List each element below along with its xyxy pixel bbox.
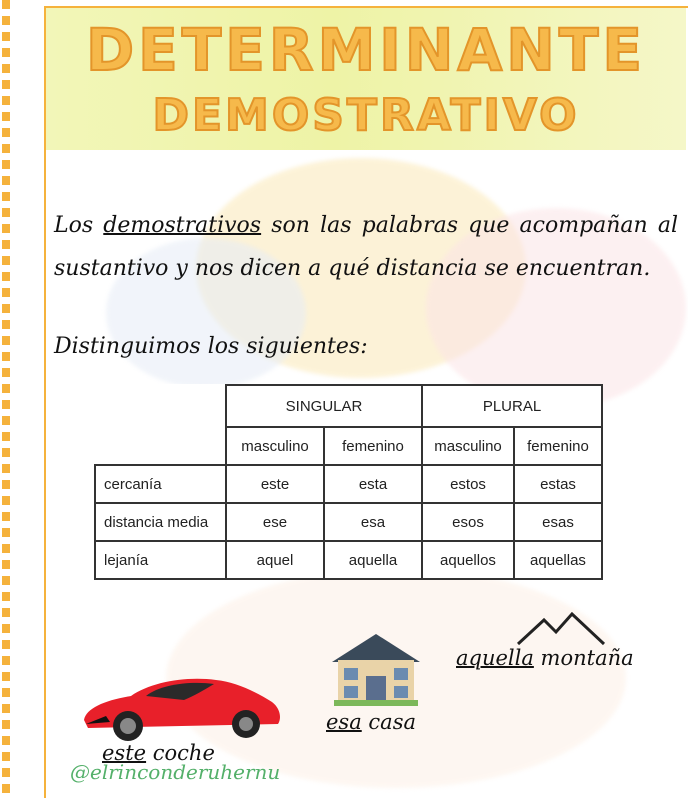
row-label: lejanía [95,541,226,579]
caption-car-noun: coche [146,741,215,765]
dashed-margin [2,0,10,800]
caption-house-noun: casa [361,710,416,734]
table-cell: este [226,465,324,503]
table-cell: aquel [226,541,324,579]
gender-header: femenino [324,427,422,465]
demonstratives-table [94,384,603,580]
intro-before: Los [54,213,104,238]
title-line-1: DETERMINANTE [85,16,647,84]
mountain-icon [516,612,606,646]
group-header-plural: PLURAL [422,385,602,427]
worksheet-page [44,6,688,798]
table-row [95,465,602,503]
house-icon [328,628,424,708]
intro-paragraph [54,204,678,290]
caption-house-det: esa [326,710,362,734]
gender-header: masculino [226,427,324,465]
empty-corner [95,385,226,427]
table-cell: aquella [324,541,422,579]
table-row [95,503,602,541]
author-handle: @elrinconderuhernu [70,760,281,784]
table-cell: aquellos [422,541,514,579]
gender-header: masculino [422,427,514,465]
caption-mountain [456,646,634,670]
caption-mountain-det: aquella [456,646,534,670]
subtitle: Distinguimos los siguientes: [54,334,368,359]
intro-after: son las palabras que acompañan al sustantivo y nos dicen a qué distancia se encuentran. [54,213,678,281]
keyword-demostrativos: demostrativos [103,213,262,238]
group-header-singular: SINGULAR [226,385,422,427]
row-label: cercanía [95,465,226,503]
caption-house [326,710,416,734]
caption-car-det: este [102,741,147,765]
table-cell: estos [422,465,514,503]
sports-car-icon [76,668,286,748]
table-cell: esos [422,503,514,541]
empty-corner [95,427,226,465]
table-cell: ese [226,503,324,541]
caption-mountain-noun: montaña [533,646,634,670]
table-cell: estas [514,465,602,503]
title-line-2: DEMOSTRATIVO [152,90,580,141]
table-row [95,541,602,579]
gender-header: femenino [514,427,602,465]
table-cell: aquellas [514,541,602,579]
table-cell: esa [324,503,422,541]
row-label: distancia media [95,503,226,541]
table-cell: esas [514,503,602,541]
table-cell: esta [324,465,422,503]
